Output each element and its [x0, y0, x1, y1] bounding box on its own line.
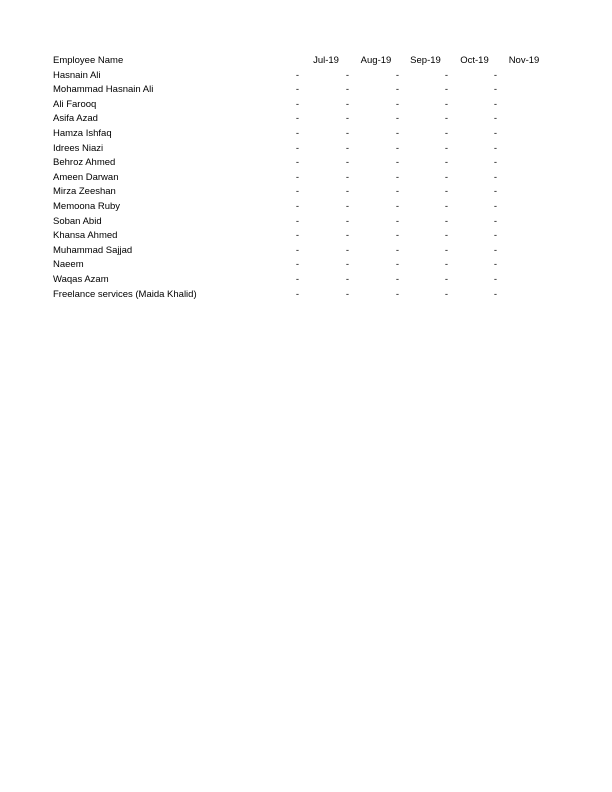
amount-value: -	[444, 69, 448, 81]
empty-cell	[499, 258, 549, 273]
amount-value: -	[295, 230, 299, 242]
amount-cell	[351, 156, 401, 171]
amount-cell	[401, 200, 450, 215]
amount-cell	[301, 142, 351, 157]
amount-cell	[450, 200, 499, 215]
amount-cell	[450, 244, 499, 259]
table-row	[53, 112, 549, 127]
amount-cell	[401, 273, 450, 288]
amount-cell	[351, 200, 401, 215]
table-row	[53, 83, 549, 98]
amount-cell-first	[251, 229, 301, 244]
table-row	[53, 127, 549, 142]
amount-value: -	[345, 113, 349, 125]
amount-cell	[450, 83, 499, 98]
amount-cell	[301, 200, 351, 215]
amount-value: -	[345, 259, 349, 271]
empty-cell	[499, 215, 549, 230]
table-row	[53, 171, 549, 186]
amount-cell	[450, 171, 499, 186]
table-body	[53, 69, 549, 303]
amount-value: -	[395, 127, 399, 139]
amount-value: -	[493, 200, 497, 212]
employee-name-cell: Behroz Ahmed	[53, 157, 116, 169]
amount-value: -	[345, 230, 349, 242]
empty-cell	[499, 244, 549, 259]
amount-cell	[401, 258, 450, 273]
amount-cell-first	[251, 171, 301, 186]
amount-value: -	[295, 259, 299, 271]
amount-cell	[301, 98, 351, 113]
table-row	[53, 273, 549, 288]
empty-cell	[499, 98, 549, 113]
employee-name-cell: Freelance services (Maida Khalid)	[53, 288, 197, 300]
amount-value: -	[493, 273, 497, 285]
amount-cell	[351, 171, 401, 186]
amount-value: -	[395, 215, 399, 227]
amount-value: -	[493, 69, 497, 81]
amount-value: -	[444, 84, 448, 96]
amount-cell	[401, 69, 450, 84]
amount-cell	[301, 273, 351, 288]
amount-value: -	[444, 230, 448, 242]
amount-value: -	[493, 157, 497, 169]
amount-value: -	[395, 113, 399, 125]
amount-value: -	[345, 171, 349, 183]
amount-value: -	[295, 113, 299, 125]
employee-name-cell: Hamza Ishfaq	[53, 127, 112, 139]
amount-cell	[401, 142, 450, 157]
amount-value: -	[444, 171, 448, 183]
amount-cell	[401, 185, 450, 200]
month-header-nov: Nov-19	[508, 55, 540, 66]
amount-value: -	[295, 186, 299, 198]
amount-cell-first	[251, 112, 301, 127]
amount-cell	[351, 112, 401, 127]
amount-value: -	[395, 200, 399, 212]
amount-value: -	[493, 186, 497, 198]
amount-value: -	[444, 273, 448, 285]
amount-cell	[301, 156, 351, 171]
amount-cell	[301, 69, 351, 84]
amount-value: -	[395, 288, 399, 300]
employee-name-cell: Mohammad Hasnain Ali	[53, 84, 154, 96]
employee-name-cell: Soban Abid	[53, 215, 102, 227]
amount-cell	[450, 127, 499, 142]
empty-cell	[499, 156, 549, 171]
amount-cell	[301, 185, 351, 200]
amount-value: -	[345, 273, 349, 285]
empty-cell	[499, 185, 549, 200]
employee-name-cell: Idrees Niazi	[53, 142, 104, 154]
amount-value: -	[345, 157, 349, 169]
empty-cell	[499, 229, 549, 244]
table-row	[53, 142, 549, 157]
amount-value: -	[295, 157, 299, 169]
amount-value: -	[493, 244, 497, 256]
amount-value: -	[295, 215, 299, 227]
amount-value: -	[444, 186, 448, 198]
amount-cell-first	[251, 156, 301, 171]
amount-cell	[401, 83, 450, 98]
amount-value: -	[345, 186, 349, 198]
amount-cell	[450, 229, 499, 244]
amount-cell	[301, 288, 351, 303]
amount-value: -	[295, 98, 299, 110]
empty-cell	[499, 171, 549, 186]
table-row	[53, 69, 549, 84]
amount-cell	[301, 244, 351, 259]
amount-value: -	[395, 186, 399, 198]
month-header-oct: Oct-19	[460, 55, 489, 66]
amount-cell	[351, 273, 401, 288]
employee-name-cell: Waqas Azam	[53, 273, 109, 285]
amount-cell	[351, 83, 401, 98]
amount-value: -	[395, 142, 399, 154]
amount-cell	[351, 142, 401, 157]
amount-cell	[301, 171, 351, 186]
amount-cell	[401, 98, 450, 113]
amount-cell-first	[251, 83, 301, 98]
amount-value: -	[444, 259, 448, 271]
amount-value: -	[395, 171, 399, 183]
amount-cell-first	[251, 258, 301, 273]
amount-cell	[450, 273, 499, 288]
table-row	[53, 185, 549, 200]
amount-cell	[450, 156, 499, 171]
amount-value: -	[493, 127, 497, 139]
employee-name-cell: Ali Farooq	[53, 98, 97, 110]
amount-cell	[401, 215, 450, 230]
amount-cell-first	[251, 215, 301, 230]
amount-value: -	[444, 215, 448, 227]
employee-table	[53, 54, 549, 302]
amount-cell	[301, 83, 351, 98]
employee-name-cell: Khansa Ahmed	[53, 230, 118, 242]
employee-name-cell: Hasnain Ali	[53, 69, 101, 81]
amount-cell	[401, 171, 450, 186]
amount-value: -	[345, 142, 349, 154]
amount-cell	[351, 185, 401, 200]
amount-value: -	[444, 288, 448, 300]
empty-cell	[499, 142, 549, 157]
amount-value: -	[295, 200, 299, 212]
amount-value: -	[493, 113, 497, 125]
amount-value: -	[395, 69, 399, 81]
amount-cell	[301, 258, 351, 273]
amount-value: -	[444, 142, 448, 154]
empty-cell	[499, 83, 549, 98]
employee-name-cell: Naeem	[53, 259, 84, 271]
amount-value: -	[444, 113, 448, 125]
amount-value: -	[295, 142, 299, 154]
table-row	[53, 156, 549, 171]
month-header-aug: Aug-19	[360, 55, 392, 66]
amount-cell	[401, 244, 450, 259]
amount-cell	[450, 288, 499, 303]
amount-value: -	[493, 171, 497, 183]
amount-value: -	[493, 84, 497, 96]
amount-cell-first	[251, 185, 301, 200]
amount-value: -	[395, 84, 399, 96]
amount-cell	[450, 258, 499, 273]
table-row	[53, 229, 549, 244]
amount-value: -	[444, 200, 448, 212]
amount-cell	[401, 156, 450, 171]
amount-value: -	[444, 127, 448, 139]
amount-value: -	[395, 259, 399, 271]
amount-value: -	[444, 244, 448, 256]
amount-value: -	[295, 69, 299, 81]
amount-cell-first	[251, 69, 301, 84]
amount-value: -	[395, 273, 399, 285]
amount-value: -	[493, 230, 497, 242]
empty-cell	[499, 69, 549, 84]
table-row	[53, 215, 549, 230]
amount-value: -	[395, 157, 399, 169]
table-row	[53, 200, 549, 215]
employee-name-cell: Mirza Zeeshan	[53, 186, 116, 198]
employee-name-cell: Asifa Azad	[53, 113, 98, 125]
amount-cell	[401, 127, 450, 142]
empty-cell	[499, 288, 549, 303]
amount-value: -	[345, 127, 349, 139]
amount-cell	[301, 112, 351, 127]
amount-value: -	[493, 259, 497, 271]
amount-value: -	[493, 215, 497, 227]
amount-value: -	[493, 142, 497, 154]
amount-value: -	[444, 98, 448, 110]
empty-cell	[499, 127, 549, 142]
amount-cell	[351, 244, 401, 259]
amount-cell	[351, 127, 401, 142]
month-header-jul: Jul-19	[313, 55, 339, 66]
amount-value: -	[395, 244, 399, 256]
empty-cell	[499, 273, 549, 288]
amount-value: -	[395, 98, 399, 110]
amount-cell	[401, 288, 450, 303]
amount-cell	[351, 69, 401, 84]
amount-value: -	[444, 157, 448, 169]
amount-value: -	[295, 127, 299, 139]
amount-value: -	[295, 171, 299, 183]
table-row	[53, 288, 549, 303]
amount-cell-first	[251, 200, 301, 215]
amount-value: -	[345, 244, 349, 256]
amount-cell-first	[251, 244, 301, 259]
amount-value: -	[295, 273, 299, 285]
amount-value: -	[345, 200, 349, 212]
employee-name-header: Employee Name	[53, 55, 124, 66]
amount-cell	[401, 229, 450, 244]
amount-cell	[301, 229, 351, 244]
month-header-sep: Sep-19	[410, 55, 441, 66]
table-row	[53, 258, 549, 273]
amount-value: -	[345, 288, 349, 300]
table-row	[53, 98, 549, 113]
employee-name-cell: Ameen Darwan	[53, 171, 119, 183]
amount-cell-first	[251, 273, 301, 288]
amount-cell	[450, 98, 499, 113]
amount-value: -	[395, 230, 399, 242]
amount-cell-first	[251, 288, 301, 303]
header-row	[53, 54, 549, 69]
amount-cell	[450, 142, 499, 157]
amount-value: -	[345, 215, 349, 227]
table-row	[53, 244, 549, 259]
amount-value: -	[345, 69, 349, 81]
amount-cell	[450, 185, 499, 200]
amount-value: -	[295, 244, 299, 256]
amount-value: -	[493, 288, 497, 300]
amount-cell	[351, 258, 401, 273]
amount-value: -	[493, 98, 497, 110]
amount-cell	[351, 288, 401, 303]
employee-name-cell: Muhammad Sajjad	[53, 244, 133, 256]
amount-value: -	[295, 288, 299, 300]
empty-cell	[499, 112, 549, 127]
amount-cell	[450, 215, 499, 230]
amount-cell	[450, 69, 499, 84]
amount-value: -	[295, 84, 299, 96]
amount-cell-first	[251, 142, 301, 157]
amount-cell	[450, 112, 499, 127]
amount-cell	[351, 215, 401, 230]
blank-header	[251, 54, 301, 69]
amount-cell	[351, 98, 401, 113]
amount-cell	[301, 127, 351, 142]
amount-cell	[351, 229, 401, 244]
amount-value: -	[345, 84, 349, 96]
employee-name-cell: Memoona Ruby	[53, 200, 121, 212]
amount-value: -	[345, 98, 349, 110]
amount-cell	[401, 112, 450, 127]
amount-cell	[301, 215, 351, 230]
amount-cell-first	[251, 98, 301, 113]
empty-cell	[499, 200, 549, 215]
amount-cell-first	[251, 127, 301, 142]
